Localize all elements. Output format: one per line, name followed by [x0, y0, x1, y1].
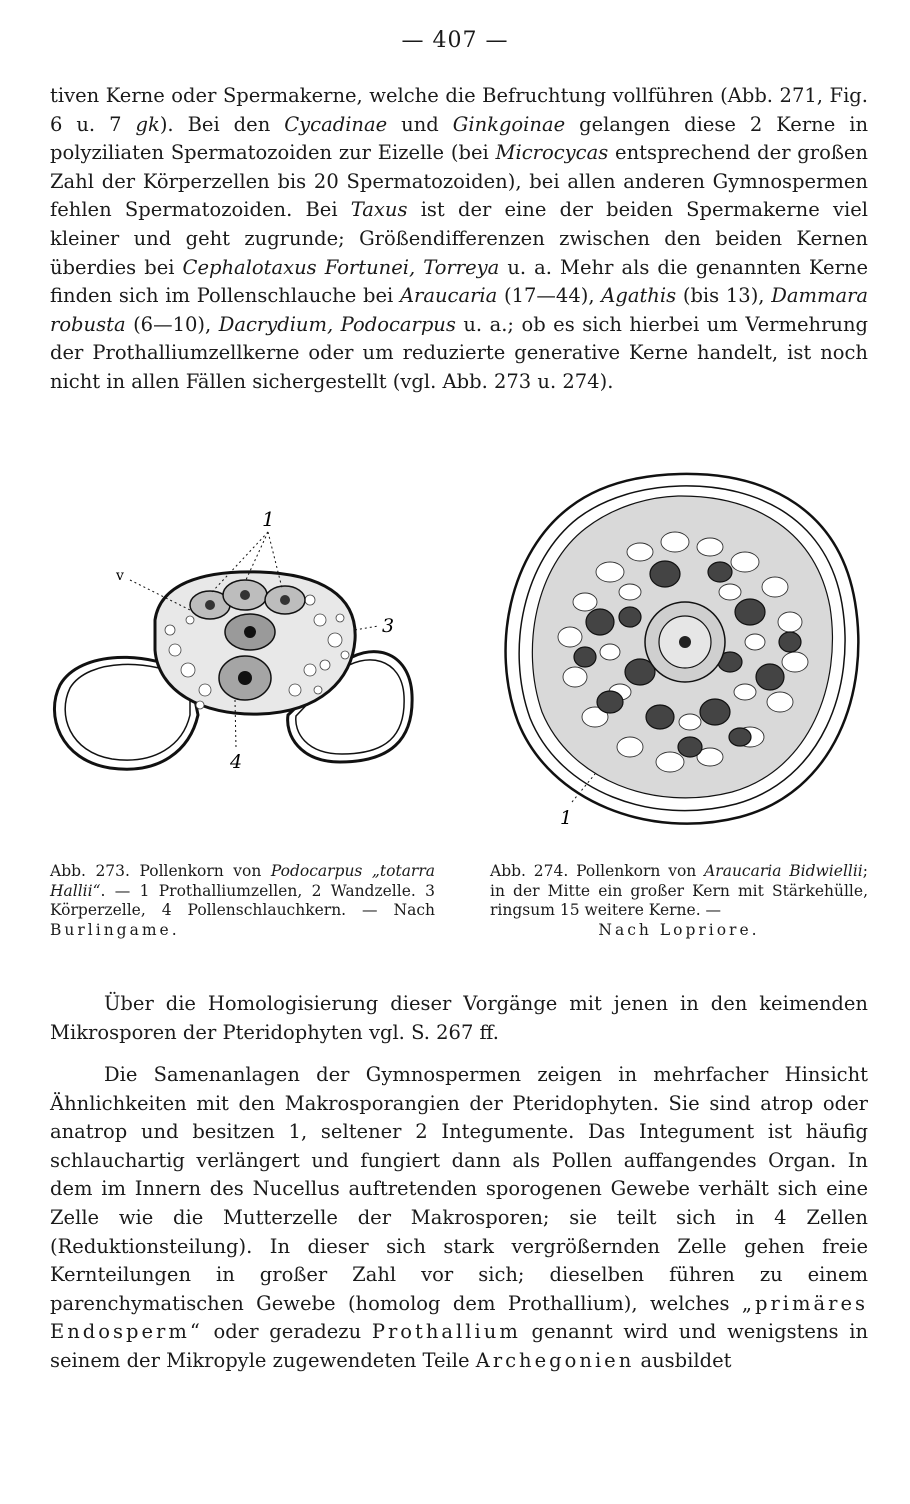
- figure-274-label-1: 1: [560, 807, 573, 829]
- figure-273-label-4: 4: [230, 751, 243, 773]
- figure-273-caption: Abb. 273. Pollenkorn von Podocarpus „totarra Hallii“. — 1 Prothalliumzellen, 2 Wandzelle. 3 Körperzelle, 4 Pollenschlauchkern. — Nach Burlingame.: [50, 862, 435, 939]
- body-paragraph-3: Die Samenanlagen der Gymnospermen zeigen in mehrfacher Hinsicht Ähnlichkeiten mit den Makrosporangien der Pteridophyten. Sie sind atrop oder anatrop und besitzen 1, seltener 2 Integumente. Das Integument ist häufig schlauchartig verlängert und fungiert dann als Pollen auffangendes Organ. In dem im Innern des Nucellus auftretenden sporogenen Gewebe verhält sich eine Zelle wie die Mutterzelle der Makrosporen; sie teilt sich in 4 Zellen (Reduktionsteilung). In dieser sich stark vergrößernden Zelle gehen freie Kernteilungen in großer Zahl vor sich; dieselben führen zu einem parenchymatischen Gewebe (homolog dem Prothallium), welches „primäres Endosperm“ oder geradezu Prothallium genannt wird und wenigstens in seinem der Mikropyle zugewendeten Teile Archegonien ausbildet: [50, 1063, 869, 1372]
- figure-273-label-3: 3: [382, 615, 395, 637]
- figure-273-label-1: 1: [262, 507, 275, 531]
- figure-274-caption: Abb. 274. Pollenkorn von Araucaria Bidwiellii; in der Mitte ein großer Kern mit Stärkehülle, ringsum 15 weitere Kerne. — Nach Lopriore.: [490, 862, 869, 939]
- body-paragraph-2: Über die Homologisierung dieser Vorgänge mit jenen in den keimenden Mikrosporen der Pteridophyten vgl. S. 267 ff.: [50, 992, 868, 1044]
- figure-273-pollen-grain: [40, 500, 460, 780]
- figure-274-pollen-grain: [490, 462, 870, 842]
- figure-273-label-v: v: [116, 568, 124, 584]
- page-number: — 407 —: [401, 28, 509, 53]
- body-paragraph-1: tiven Kerne oder Spermakerne, welche die Befruchtung vollführen (Abb. 271, Fig. 6 u. 7 gk). Bei den Cycadinae und Ginkgoinae gelangen diese 2 Kerne in polyziliaten Spermatozoiden zur Eizelle (bei Microcycas entsprechend der großen Zahl der Körperzellen bis 20 Spermatozoiden), bei allen anderen Gymnospermen fehlen Spermatozoiden. Bei Taxus ist der eine der beiden Spermakerne viel kleiner und geht zugrunde; Größendifferenzen zwischen den beiden Kernen überdies bei Cephalotaxus Fortunei, Torreya u. a. Mehr als die genannten Kerne finden sich im Pollenschlauche bei Araucaria (17—44), Agathis (bis 13), Dammara robusta (6—10), Dacrydium, Podocarpus u. a.; ob es sich hierbei um Vermehrung der Prothalliumzellkerne oder um reduzierte generative Kerne handelt, ist noch nicht in allen Fällen sichergestellt (vgl. Abb. 273 u. 274).: [50, 84, 869, 393]
